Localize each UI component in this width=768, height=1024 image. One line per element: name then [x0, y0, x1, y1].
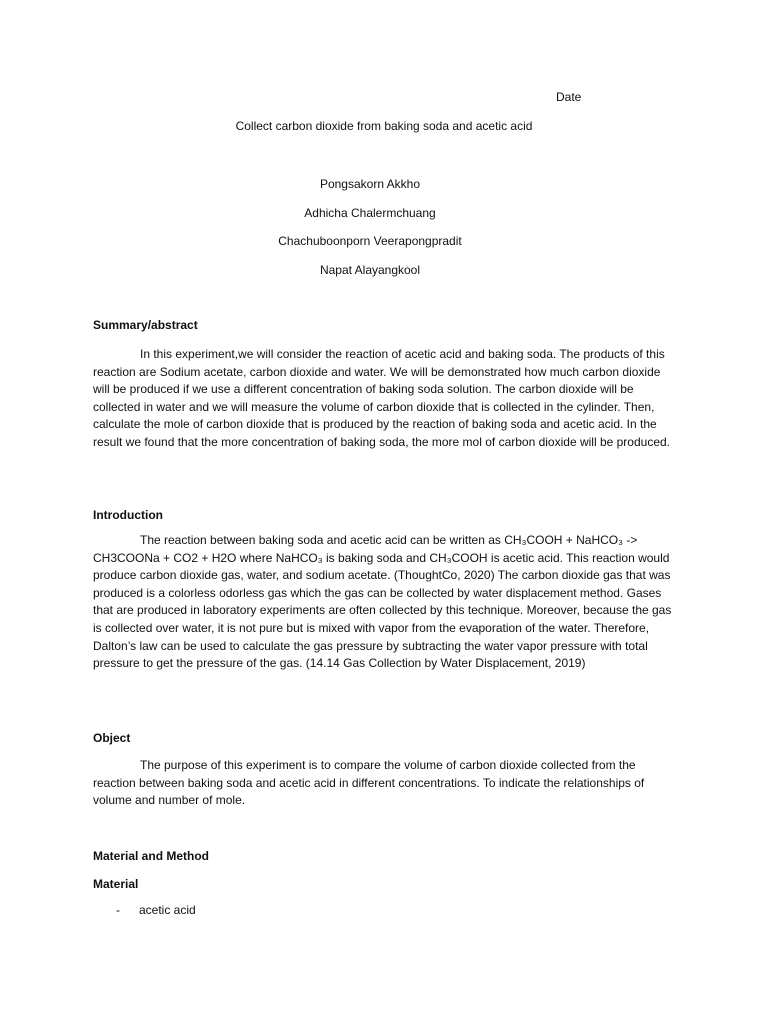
list-item — [116, 902, 196, 920]
object-paragraph — [93, 757, 675, 810]
author-name: Pongsakorn Akkho — [319, 177, 421, 191]
object-heading: Object — [93, 731, 131, 745]
introduction-text: The reaction between baking soda and acetic acid can be written as CH₃COOH + NaHCO₃ -> CH3COONa + CO2 + H2O where NaHCO₃ is baking soda and CH₃COOH is acetic acid. This reaction would produce carbon dioxide gas, water, and sodium acetate. (ThoughtCo, 2020) The carbon dioxide gas that was produced is a colorless odorless gas which the gas can be collected by water displacement method. Gases that are produced in laboratory experiments are often collected by this technique. Moreover, because the gas is collected over water, it is not pure but is mixed with vapor from the evaporation of the water. Therefore, Dalton’s law can be used to calculate the gas pressure by subtracting the water vapor pressure with total pressure to get the pressure of the gas. (14.14 Gas Collection by Water Displacement, 2019) — [93, 533, 672, 671]
author-name: Chachuboonporn Veerapongpradit — [278, 234, 462, 248]
summary-paragraph — [93, 346, 675, 452]
material-method-heading: Material and Method — [93, 849, 210, 863]
material-item-label: acetic acid — [139, 903, 196, 917]
author-name: Napat Alayangkool — [319, 263, 421, 277]
document-title: Collect carbon dioxide from baking soda and acetic acid — [235, 119, 533, 133]
summary-heading: Summary/abstract — [93, 318, 198, 332]
list-bullet: - — [116, 903, 120, 917]
object-text: The purpose of this experiment is to compare the volume of carbon dioxide collected from the reaction between baking soda and acetic acid in different concentrations. To indicate the relationships of volume and number of mole. — [93, 758, 645, 808]
author-name: Adhicha Chalermchuang — [304, 206, 436, 220]
summary-text: In this experiment,we will consider the reaction of acetic acid and baking soda. The products of this reaction are Sodium acetate, carbon dioxide and water. We will be demonstrated how much carbon dioxide will be produced if we use a different concentration of baking soda solution. The carbon dioxide will be collected in water and we will measure the volume of carbon dioxide that is collected in the cylinder. Then, calculate the mole of carbon dioxide that is produced by the reaction of baking soda and acetic acid. In the result we found that the more concentration of baking soda, the more mol of carbon dioxide will be produced. — [93, 347, 671, 449]
material-subheading: Material — [93, 877, 139, 891]
introduction-heading: Introduction — [93, 508, 163, 522]
introduction-paragraph — [93, 532, 675, 673]
material-list — [116, 902, 196, 920]
date-label: Date — [556, 90, 582, 104]
